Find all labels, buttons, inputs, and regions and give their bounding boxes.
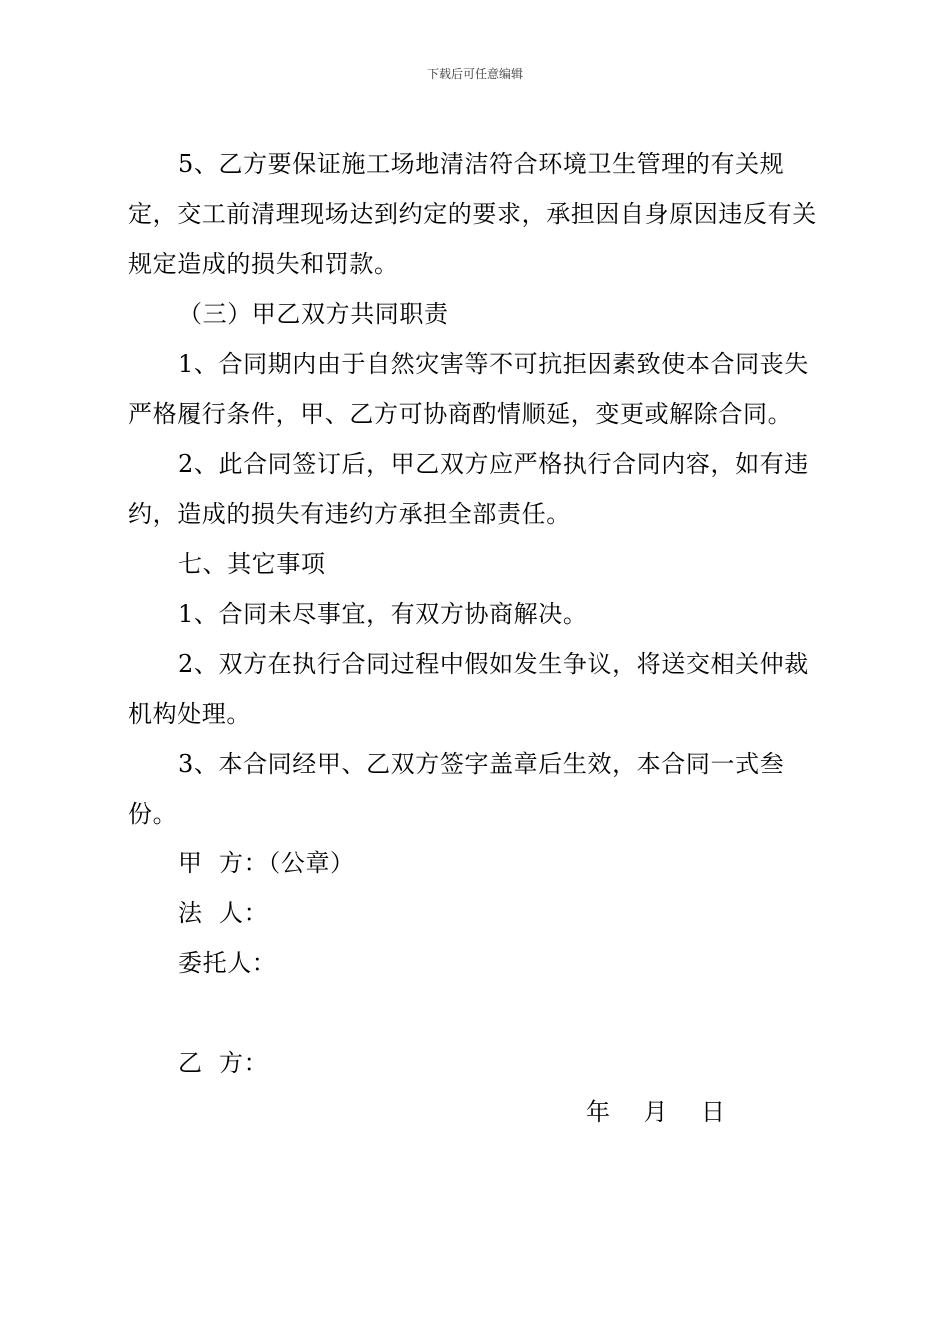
date-line: 年 月 日 [586,1098,726,1126]
joint-duty-2: 2、此合同签订后，甲乙双方应严格执行合同内容，如有违约，造成的损失有违约方承担全部责任。 [128,450,809,528]
party-b-line: 乙 方： [178,1049,269,1077]
other-item-1: 1、合同未尽事宜，有双方协商解决。 [178,600,588,628]
page-header: 下载后可任意编辑 [426,67,523,81]
agent-line: 委托人： [178,949,277,977]
section-three-heading: （三）甲乙双方共同职责 [178,300,449,328]
clause-5: 5、乙方要保证施工场地清洁符合环境卫生管理的有关规定，交工前清理现场达到约定的要求，承担因自身原因违反有关规定造成的损失和罚款。 [128,150,817,278]
legal-person-line: 法 人： [178,899,269,927]
other-item-2: 2、双方在执行合同过程中假如发生争议，将送交相关仲裁机构处理。 [128,650,809,728]
party-a-line: 甲 方：（公章） [178,849,355,877]
joint-duty-1: 1、合同期内由于自然灾害等不可抗拒因素致使本合同丧失严格履行条件，甲、乙方可协商酌情顺延，变更或解除合同。 [128,350,809,428]
section-seven-heading: 七、其它事项 [178,550,326,578]
other-item-3: 3、本合同经甲、乙双方签字盖章后生效，本合同一式叁份。 [128,750,785,828]
